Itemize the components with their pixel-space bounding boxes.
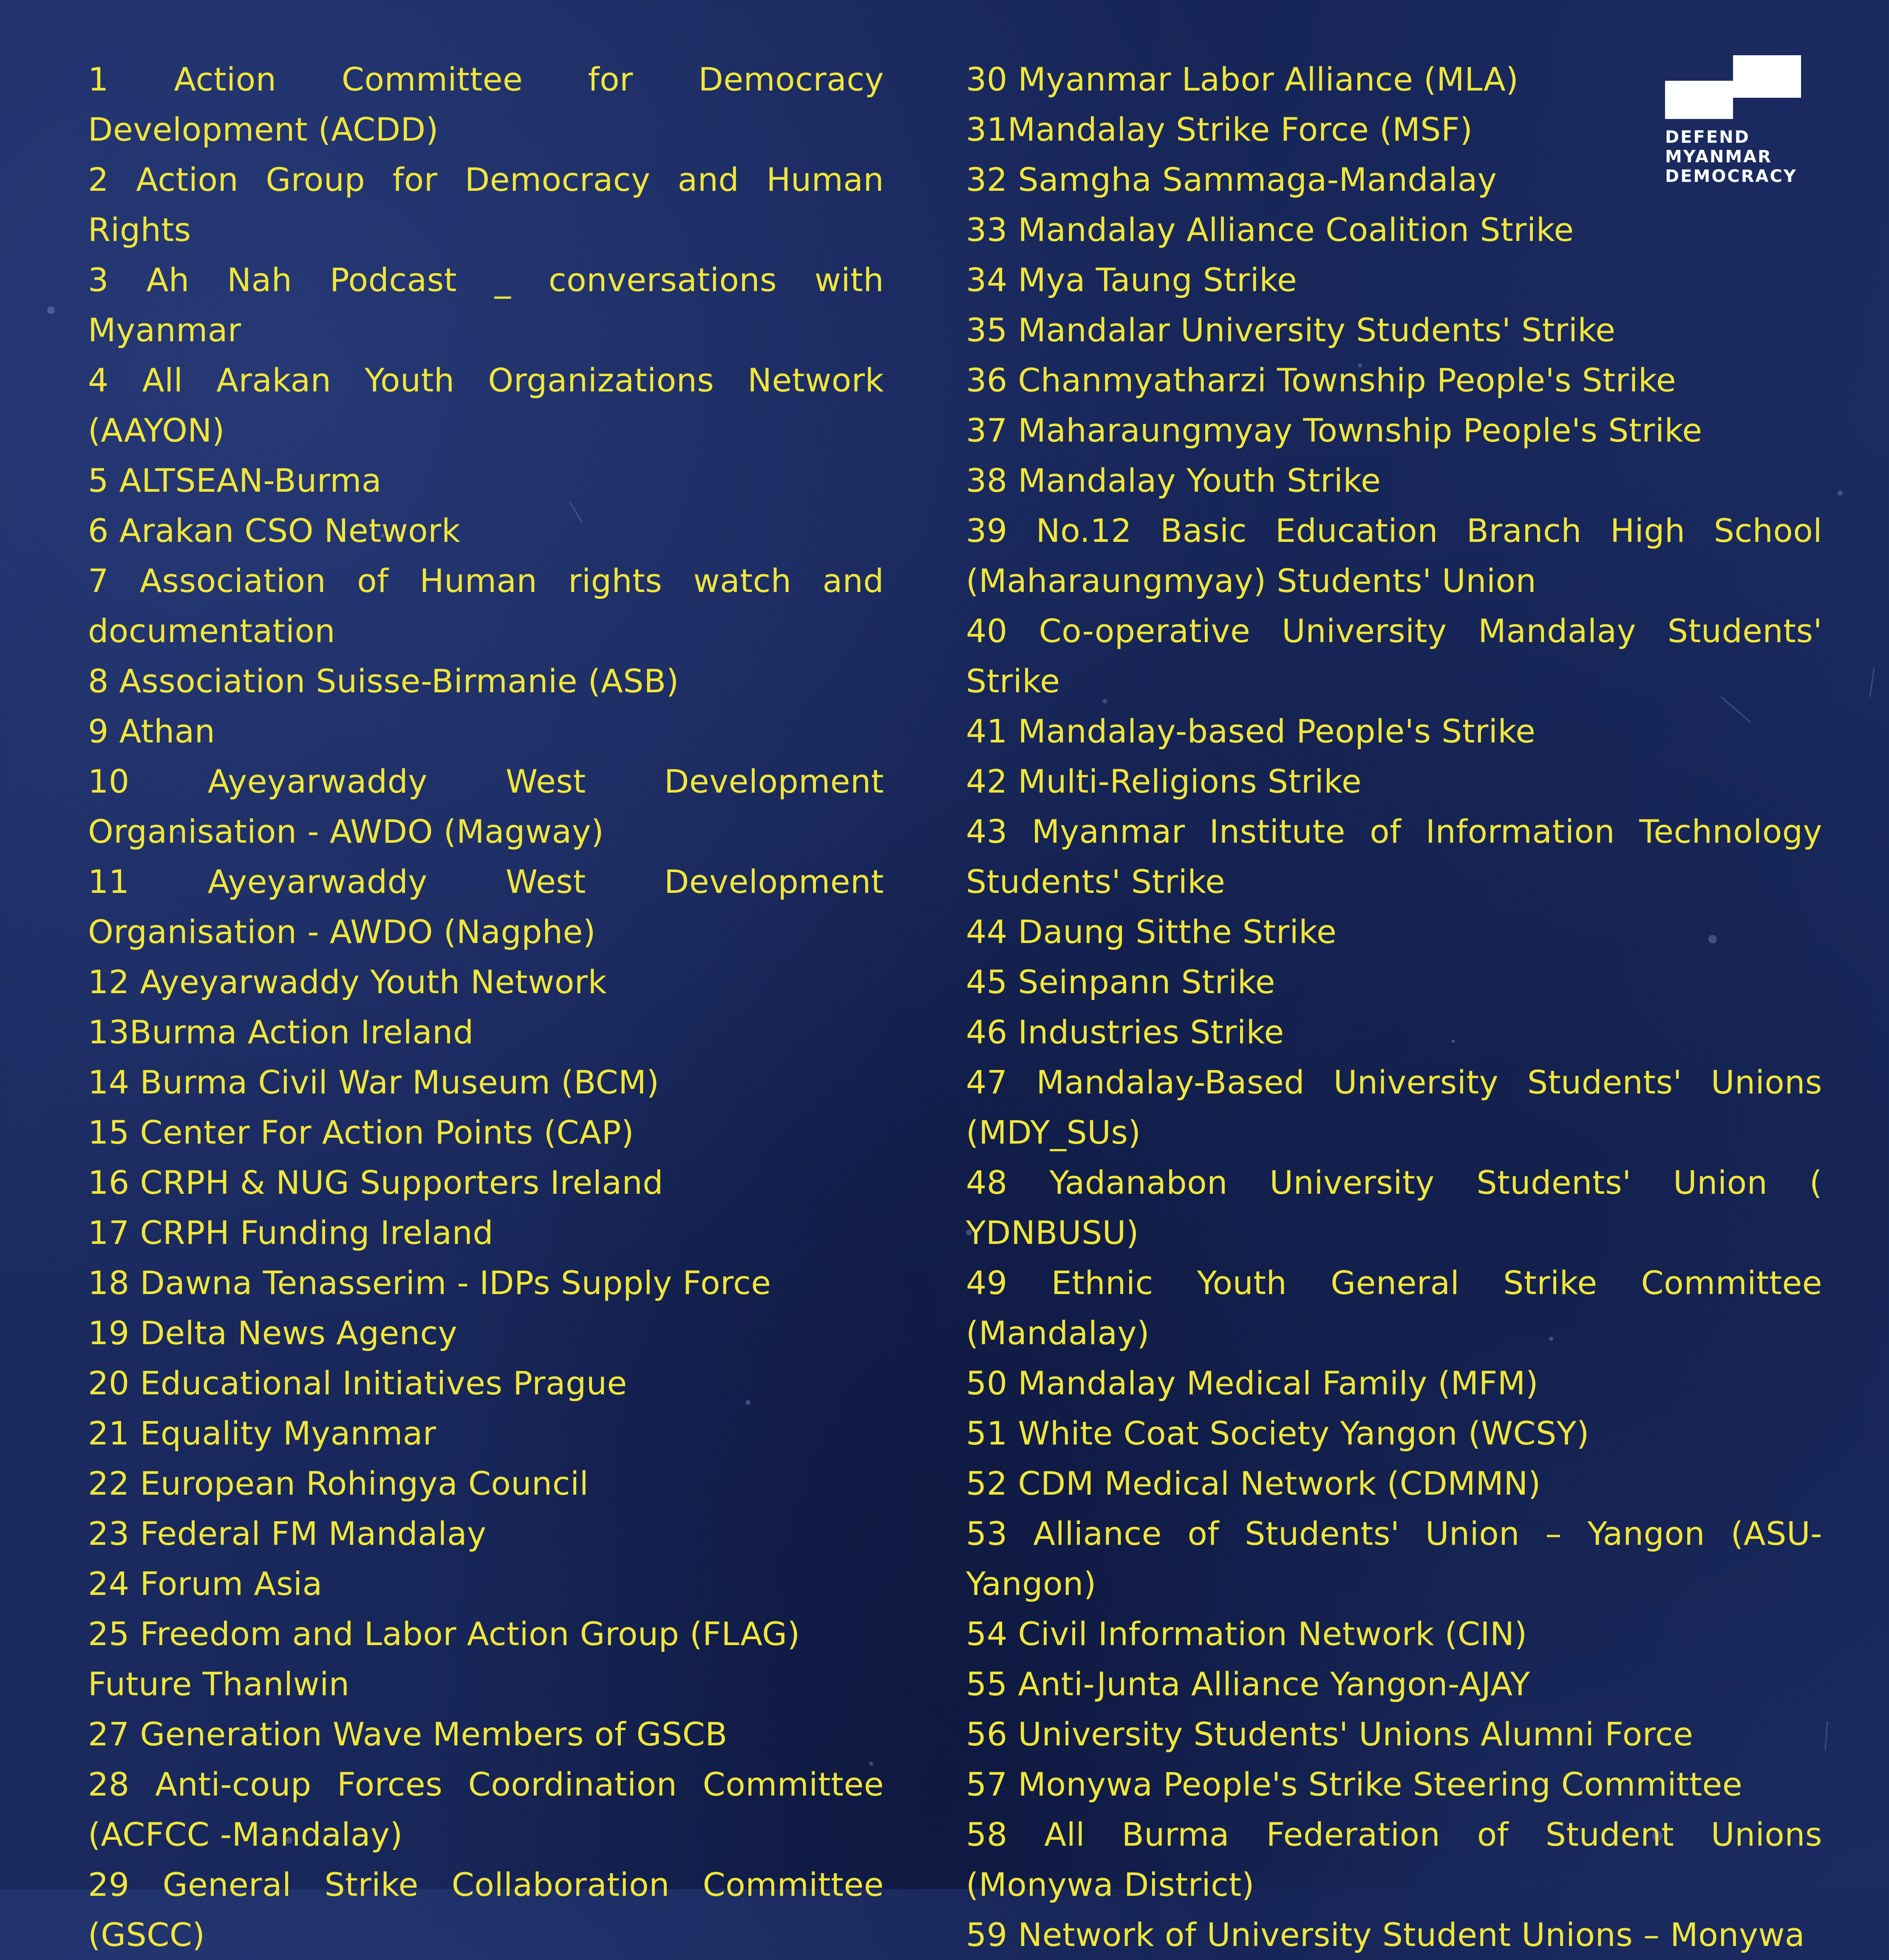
organization-entry: 20 Educational Initiatives Prague bbox=[88, 1364, 627, 1402]
organization-entry: 36 Chanmyatharzi Township People's Strike bbox=[966, 361, 1677, 399]
organization-entry: 15 Center For Action Points (CAP) bbox=[88, 1113, 634, 1151]
organization-entry: 8 Association Suisse-Birmanie (ASB) bbox=[88, 662, 679, 700]
logo-word-myanmar: MYANMAR bbox=[1665, 147, 1772, 167]
organization-entry: 5 ALTSEAN-Burma bbox=[88, 462, 382, 499]
organization-entry: 39 No.12 Basic Education Branch High School (Maharaungmyay) Students' Union bbox=[966, 512, 1822, 600]
organization-entry: 3 Ah Nah Podcast _ conversations with Myanmar bbox=[88, 261, 884, 349]
organization-entry: 4 All Arakan Youth Organizations Network (AAYON) bbox=[88, 361, 884, 449]
organization-list-right bbox=[966, 54, 1822, 1960]
organization-entry: 23 Federal FM Mandalay bbox=[88, 1515, 487, 1552]
organization-entry: 47 Mandalay-Based University Students' Unions (MDY_SUs) bbox=[966, 1063, 1822, 1151]
organization-entry: 41 Mandalay-based People's Strike bbox=[966, 712, 1536, 750]
logo-text bbox=[1665, 127, 1801, 186]
organization-entry: 13Burma Action Ireland bbox=[88, 1013, 474, 1051]
organization-entry: 31Mandalay Strike Force (MSF) bbox=[966, 110, 1473, 148]
organization-entry: 48 Yadanabon University Students' Union ( YDNBUSU) bbox=[966, 1164, 1822, 1252]
organization-entry: 10 Ayeyarwaddy West Development Organisation - AWDO (Magway) bbox=[88, 762, 884, 850]
organization-entry: 12 Ayeyarwaddy Youth Network bbox=[88, 963, 607, 1001]
organization-entry: 44 Daung Sitthe Strike bbox=[966, 913, 1337, 951]
organization-entry: 28 Anti-coup Forces Coordination Committee (ACFCC -Mandalay) bbox=[88, 1765, 884, 1853]
organization-entry: 56 University Students' Unions Alumni Force bbox=[966, 1715, 1694, 1753]
organization-entry: 30 Myanmar Labor Alliance (MLA) bbox=[966, 60, 1519, 98]
organization-entry: 17 CRPH Funding Ireland bbox=[88, 1214, 494, 1252]
organization-entry: 21 Equality Myanmar bbox=[88, 1414, 436, 1452]
organization-entry: 57 Monywa People's Strike Steering Committee bbox=[966, 1765, 1743, 1803]
organization-entry: 37 Maharaungmyay Township People's Strike bbox=[966, 411, 1702, 449]
organization-entry: 14 Burma Civil War Museum (BCM) bbox=[88, 1063, 660, 1101]
organization-entry: 50 Mandalay Medical Family (MFM) bbox=[966, 1364, 1539, 1402]
organization-entry: 29 General Strike Collaboration Committee (GSCC) bbox=[88, 1866, 884, 1954]
organization-entry: 19 Delta News Agency bbox=[88, 1314, 458, 1352]
organization-entry: 53 Alliance of Students' Union – Yangon (ASU-Yangon) bbox=[966, 1515, 1822, 1603]
organization-entry: 16 CRPH & NUG Supporters Ireland bbox=[88, 1164, 663, 1201]
organization-entry: 35 Mandalar University Students' Strike bbox=[966, 311, 1616, 349]
organization-entry: 38 Mandalay Youth Strike bbox=[966, 462, 1381, 499]
organization-entry: 33 Mandalay Alliance Coalition Strike bbox=[966, 211, 1574, 249]
organization-entry: 9 Athan bbox=[88, 712, 215, 750]
organization-entry: 32 Samgha Sammaga-Mandalay bbox=[966, 161, 1497, 198]
organization-entry: 58 All Burma Federation of Student Unions (Monywa District) bbox=[966, 1816, 1822, 1903]
organization-entry: 55 Anti-Junta Alliance Yangon-AJAY bbox=[966, 1665, 1530, 1703]
organization-entry: 43 Myanmar Institute of Information Technology Students' Strike bbox=[966, 813, 1822, 901]
organization-entry: 1 Action Committee for Democracy Development (ACDD) bbox=[88, 60, 884, 148]
organization-entry: 11 Ayeyarwaddy West Development Organisation - AWDO (Nagphe) bbox=[88, 863, 884, 951]
organization-entry: 40 Co-operative University Mandalay Students' Strike bbox=[966, 612, 1822, 700]
organization-entry: 42 Multi-Religions Strike bbox=[966, 762, 1362, 800]
organization-entry: 24 Forum Asia bbox=[88, 1565, 323, 1603]
logo-word-defend: DEFEND bbox=[1665, 127, 1750, 147]
organization-entry: 34 Mya Taung Strike bbox=[966, 261, 1297, 299]
logo-mark-icon bbox=[1665, 55, 1801, 119]
organization-entry: 51 White Coat Society Yangon (WCSY) bbox=[966, 1414, 1589, 1452]
organization-entry: 45 Seinpann Strike bbox=[966, 963, 1275, 1001]
logo-word-democracy: DEMOCRACY bbox=[1665, 167, 1797, 186]
organization-entry: Future Thanlwin bbox=[88, 1665, 350, 1703]
organization-entry: 18 Dawna Tenasserim - IDPs Supply Force bbox=[88, 1264, 771, 1302]
organization-entry: 52 CDM Medical Network (CDMMN) bbox=[966, 1464, 1541, 1502]
organization-entry: 6 Arakan CSO Network bbox=[88, 512, 461, 549]
organization-entry: 27 Generation Wave Members of GSCB bbox=[88, 1715, 728, 1753]
organization-entry: 25 Freedom and Labor Action Group (FLAG) bbox=[88, 1615, 800, 1653]
organization-entry: 54 Civil Information Network (CIN) bbox=[966, 1615, 1527, 1653]
organization-entry: 59 Network of University Student Unions – Monywa bbox=[966, 1916, 1805, 1954]
organization-entry: 49 Ethnic Youth General Strike Committee (Mandalay) bbox=[966, 1264, 1822, 1352]
defend-myanmar-democracy-logo bbox=[1665, 55, 1801, 186]
organization-entry: 7 Association of Human rights watch and documentation bbox=[88, 562, 884, 650]
organization-entry: 46 Industries Strike bbox=[966, 1013, 1284, 1051]
organization-entry: 22 European Rohingya Council bbox=[88, 1464, 589, 1502]
organization-list-left bbox=[88, 54, 884, 1960]
organization-entry: 2 Action Group for Democracy and Human Rights bbox=[88, 161, 884, 249]
